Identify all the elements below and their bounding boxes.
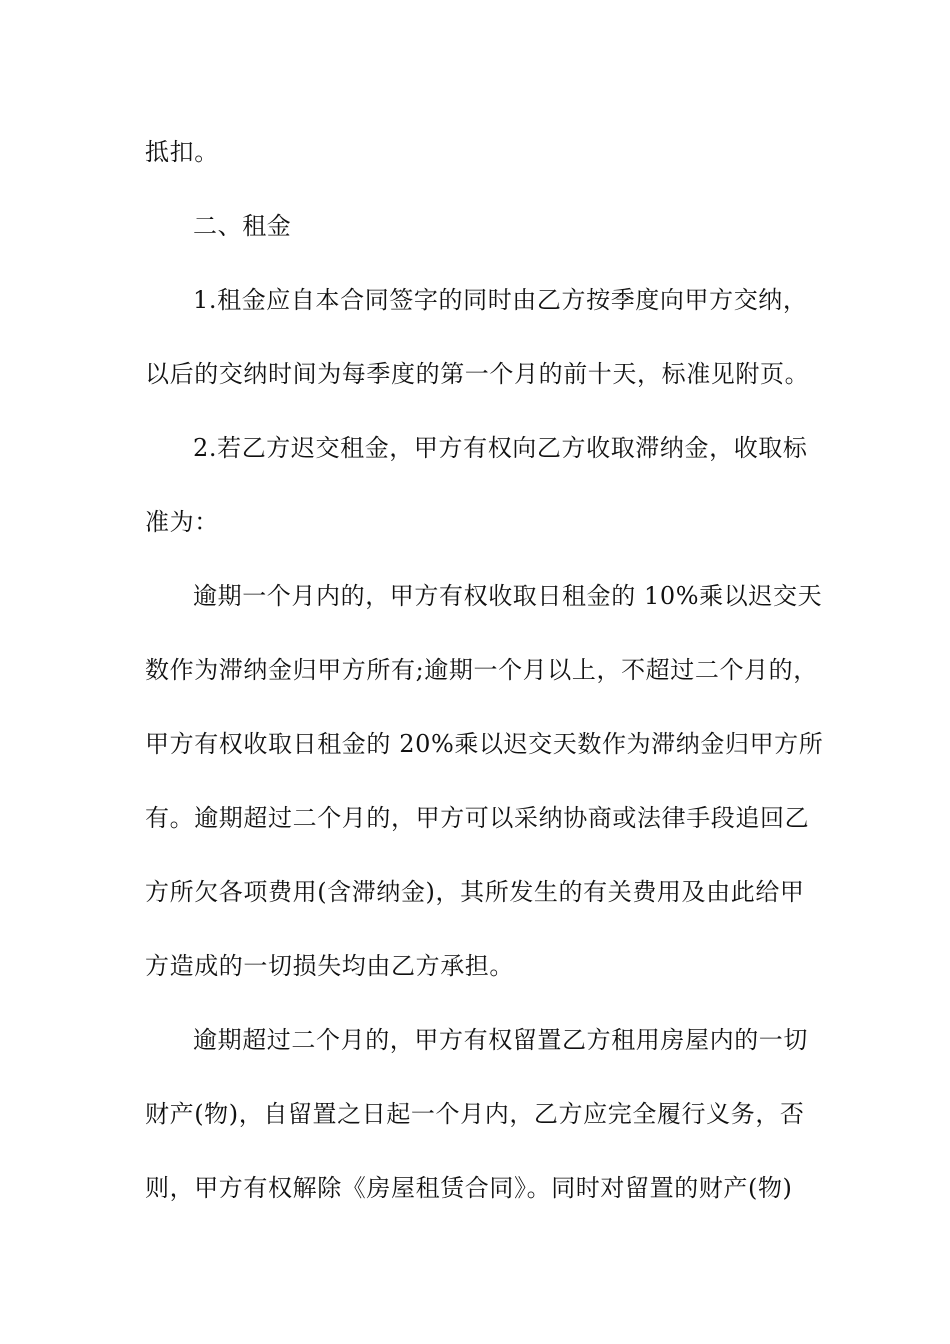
text-line: 数作为滞纳金归甲方所有;逾期一个月以上，不超过二个月的，: [145, 656, 818, 684]
text-line: 方造成的一切损失均由乙方承担。: [145, 952, 514, 980]
text-line: 有。逾期超过二个月的，甲方可以采纳协商或法律手段追回乙: [145, 804, 810, 832]
text-line: 2.若乙方迟交租金，甲方有权向乙方收取滞纳金，收取标: [193, 434, 808, 462]
text-line: 方所欠各项费用(含滞纳金)，其所发生的有关费用及由此给甲: [145, 878, 805, 906]
text-line: 则，甲方有权解除《房屋租赁合同》。同时对留置的财产(物): [145, 1174, 793, 1202]
text-line: 逾期一个月内的，甲方有权收取日租金的 10%乘以迟交天: [193, 582, 823, 610]
text-line: 以后的交纳时间为每季度的第一个月的前十天，标准见附页。: [145, 360, 810, 388]
section-heading: 二、租金: [193, 212, 292, 240]
text-line: 甲方有权收取日租金的 20%乘以迟交天数作为滞纳金归甲方所: [145, 730, 824, 758]
text-line: 1.租金应自本合同签字的同时由乙方按季度向甲方交纳，: [193, 286, 808, 314]
text-line: 抵扣。: [145, 138, 219, 166]
text-line: 财产(物)，自留置之日起一个月内，乙方应完全履行义务，否: [145, 1100, 805, 1128]
text-line: 准为：: [145, 508, 219, 536]
text-line: 逾期超过二个月的，甲方有权留置乙方租用房屋内的一切: [193, 1026, 808, 1054]
